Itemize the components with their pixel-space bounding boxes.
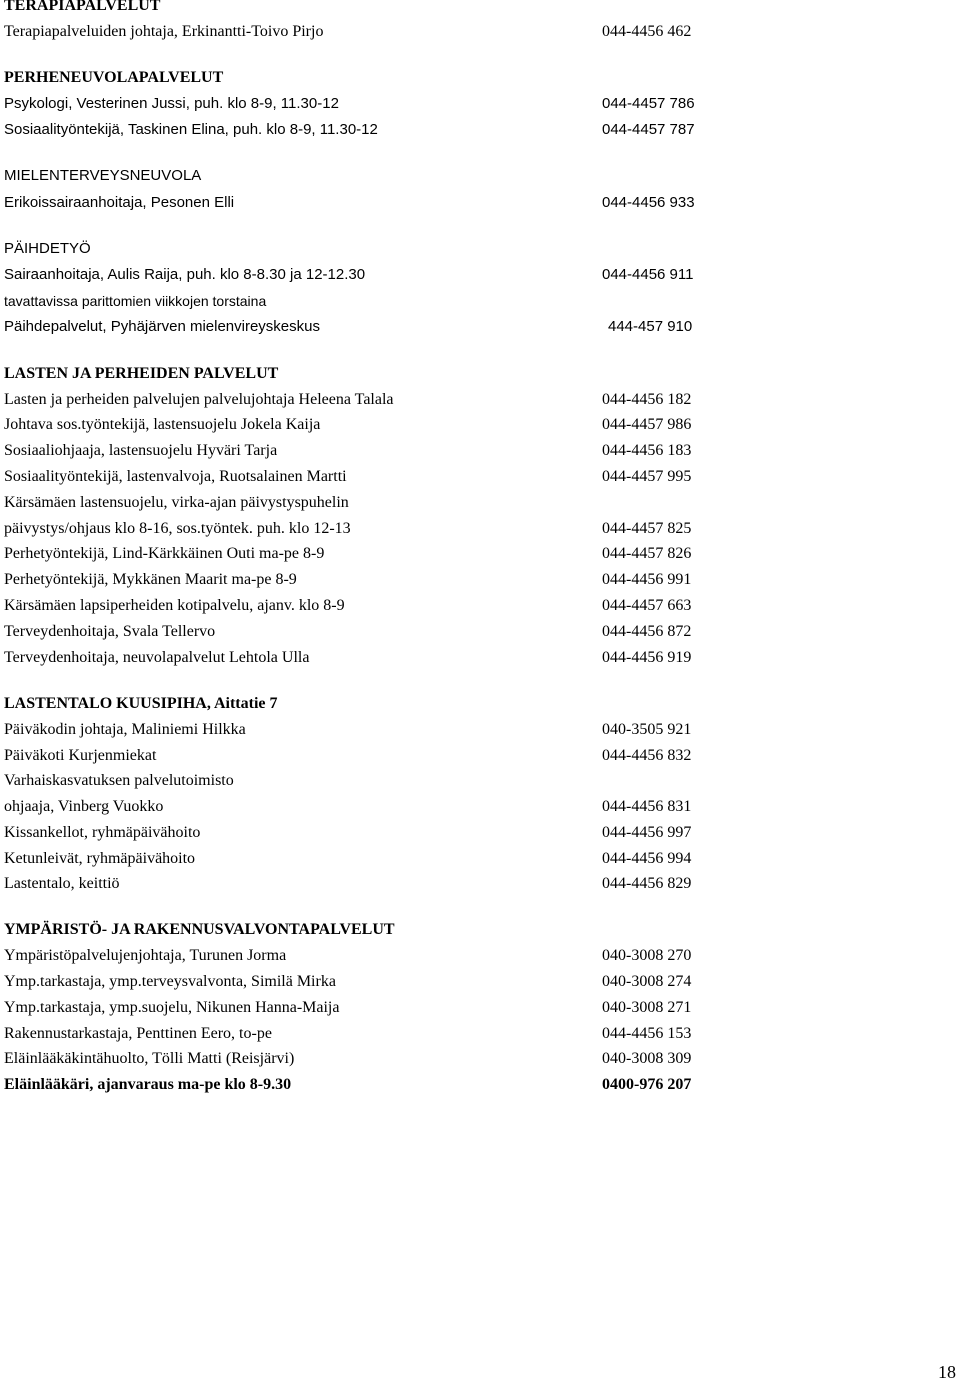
- contact-label: Terapiapalveluiden johtaja, Erkinantti-Toivo Pirjo: [4, 23, 324, 40]
- contact-label: Sosiaaliohjaaja, lastensuojelu Hyväri Tarja: [4, 442, 278, 459]
- heading-text: LASTENTALO KUUSIPIHA, Aittatie 7: [4, 695, 278, 712]
- contact-label: Sairaanhoitaja, Aulis Raija, puh. klo 8-8.30 ja 12-12.30: [4, 266, 366, 283]
- contact-label: Päihdepalvelut, Pyhäjärven mielenvireyskeskus: [4, 318, 320, 335]
- contact-label: Sosiaalityöntekijä, Taskinen Elina, puh. klo 8-9, 11.30-12: [4, 121, 378, 138]
- heading-text: YMPÄRISTÖ- JA RAKENNUSVALVONTAPALVELUT: [4, 921, 395, 938]
- contact-label: Kärsämäen lapsiperheiden kotipalvelu, ajanv. klo 8-9: [4, 597, 345, 614]
- contact-phone: 044-4456 919: [602, 649, 692, 666]
- contact-phone: 044-4456 911: [602, 266, 694, 283]
- contact-phone: 044-4456 991: [602, 571, 692, 588]
- contact-phone: 040-3008 270: [602, 947, 692, 964]
- contact-label: Lastentalo, keittiö: [4, 875, 120, 892]
- heading-text: LASTEN JA PERHEIDEN PALVELUT: [4, 365, 279, 382]
- contact-label: Rakennustarkastaja, Penttinen Eero, to-pe: [4, 1025, 272, 1042]
- contact-label: Eläinlääkäri, ajanvaraus ma-pe klo 8-9.30: [4, 1076, 292, 1093]
- contact-phone: 044-4456 994: [602, 850, 692, 867]
- contact-label: Perhetyöntekijä, Mykkänen Maarit ma-pe 8-9: [4, 571, 297, 588]
- contact-label: Päiväkoti Kurjenmiekat: [4, 747, 157, 764]
- contact-phone: 044-4456 832: [602, 747, 692, 764]
- contact-phone: 044-4456 153: [602, 1025, 692, 1042]
- contact-label: Terveydenhoitaja, Svala Tellervo: [4, 623, 216, 640]
- contact-phone: 040-3008 274: [602, 973, 692, 990]
- contact-label: Lasten ja perheiden palvelujen palvelujohtaja Heleena Talala: [4, 391, 394, 408]
- contact-label: Päiväkodin johtaja, Maliniemi Hilkka: [4, 721, 246, 738]
- contact-phone: 044-4456 182: [602, 391, 692, 408]
- contact-phone: 040-3505 921: [602, 721, 692, 738]
- contact-phone: 044-4456 183: [602, 442, 692, 459]
- contact-phone: 044-4456 829: [602, 875, 692, 892]
- heading-text: PÄIHDETYÖ: [4, 240, 91, 257]
- contact-phone: 040-3008 271: [602, 999, 692, 1016]
- contact-phone: 044-4457 995: [602, 468, 692, 485]
- contact-label: Terveydenhoitaja, neuvolapalvelut Lehtola Ulla: [4, 649, 310, 666]
- contact-label: Erikoissairaanhoitaja, Pesonen Elli: [4, 194, 235, 211]
- page-number: 18: [938, 1362, 956, 1382]
- contact-phone: 044-4457 663: [602, 597, 692, 614]
- contact-label: Ymp.tarkastaja, ymp.suojelu, Nikunen Hanna-Maija: [4, 999, 340, 1016]
- heading-text: PERHENEUVOLAPALVELUT: [4, 69, 224, 86]
- contact-phone: 0400-976 207: [602, 1076, 692, 1093]
- contact-label: Perhetyöntekijä, Lind-Kärkkäinen Outi ma-pe 8-9: [4, 545, 325, 562]
- contact-label: päivystys/ohjaus klo 8-16, sos.työntek. puh. klo 12-13: [4, 520, 351, 537]
- contact-label: Psykologi, Vesterinen Jussi, puh. klo 8-9, 11.30-12: [4, 95, 339, 112]
- contact-phone: 044-4456 462: [602, 23, 692, 40]
- contact-phone: 044-4457 826: [602, 545, 692, 562]
- contact-phone: 040-3008 309: [602, 1050, 692, 1067]
- contact-phone: 044-4456 997: [602, 824, 692, 841]
- contact-label: Johtava sos.työntekijä, lastensuojelu Jokela Kaija: [4, 416, 321, 433]
- contact-phone: 044-4456 933: [602, 194, 695, 211]
- contact-label: ohjaaja, Vinberg Vuokko: [4, 798, 164, 815]
- contact-label: Ympäristöpalvelujenjohtaja, Turunen Jorma: [4, 947, 287, 964]
- contact-label: Ketunleivät, ryhmäpäivähoito: [4, 850, 196, 867]
- contact-label: tavattavissa parittomien viikkojen torstaina: [4, 293, 267, 309]
- contact-label: Sosiaalityöntekijä, lastenvalvoja, Ruotsalainen Martti: [4, 468, 347, 485]
- contact-phone: 044-4457 825: [602, 520, 692, 537]
- contact-phone: 444-457 910: [608, 318, 693, 335]
- heading-text: MIELENTERVEYSNEUVOLA: [4, 167, 202, 184]
- contact-label: Kärsämäen lastensuojelu, virka-ajan päivystyspuhelin: [4, 494, 349, 511]
- contact-phone: 044-4457 787: [602, 121, 695, 138]
- contact-phone: 044-4457 986: [602, 416, 692, 433]
- contact-label: Kissankellot, ryhmäpäivähoito: [4, 824, 201, 841]
- contact-phone: 044-4457 786: [602, 95, 695, 112]
- contact-phone: 044-4456 872: [602, 623, 692, 640]
- contact-label: Varhaiskasvatuksen palvelutoimisto: [4, 772, 234, 789]
- contact-label: Eläinlääkäkintähuolto, Tölli Matti (Reisjärvi): [4, 1050, 295, 1067]
- contact-phone: 044-4456 831: [602, 798, 692, 815]
- heading-text: TERAPIAPALVELUT: [4, 0, 161, 14]
- contact-label: Ymp.tarkastaja, ymp.terveysvalvonta, Similä Mirka: [4, 973, 336, 990]
